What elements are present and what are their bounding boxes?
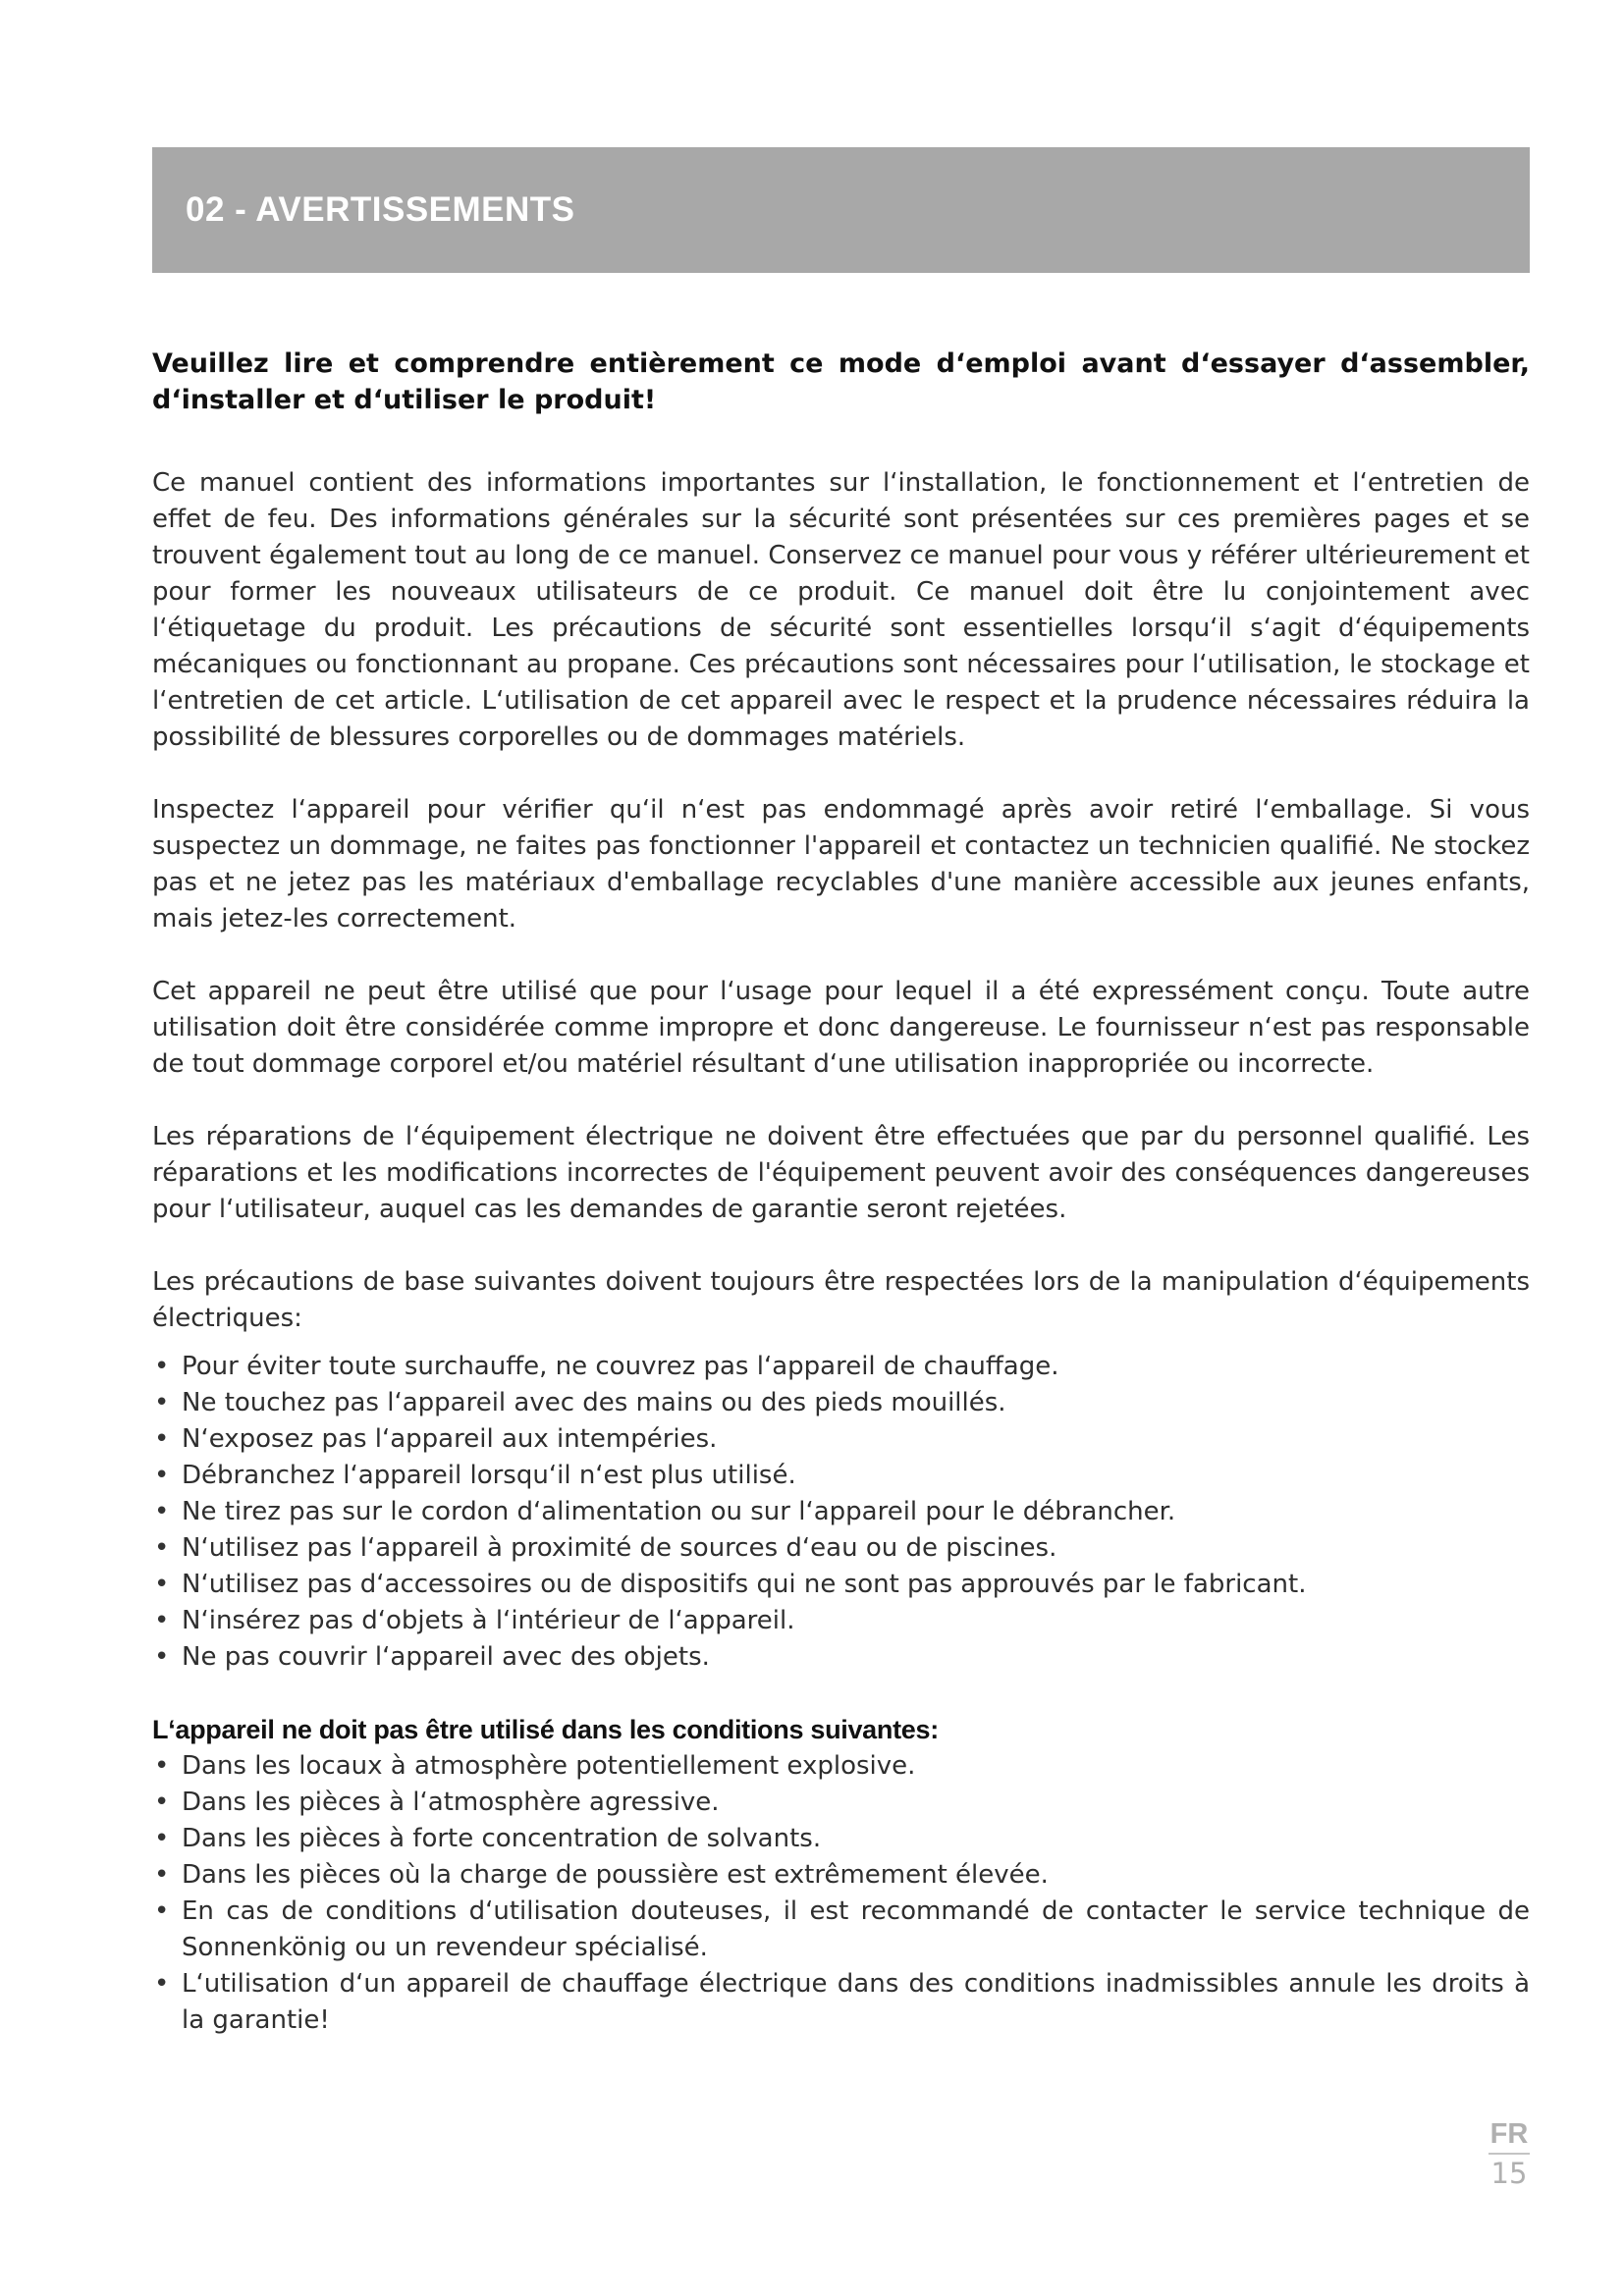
paragraph-inspection: Inspectez l‘appareil pour vérifier qu‘il n‘est pas endommagé après avoir retiré l‘emballage. Si vous suspectez un dommage, ne faites pas fonctionner l'appareil et contactez un technicien qualifié. Ne stockez pas et ne jetez pas les matériaux d'emballage recyclables d'une manière accessible aux jeunes enfants, mais jetez-les correctement. [152,795,1530,934]
list-item: • N‘utilisez pas d‘accessoires ou de dispositifs qui ne sont pas approuvés par le fabricant. [152,1567,1530,1603]
conditions-list [152,1748,1530,2039]
list-item: • N‘utilisez pas l‘appareil à proximité de sources d‘eau ou de piscines. [152,1530,1530,1567]
list-item: • N‘exposez pas l‘appareil aux intempéries. [152,1421,1530,1458]
paragraph-intended-use: Cet appareil ne peut être utilisé que pour l‘usage pour lequel il a été expressément conçu. Toute autre utilisation doit être considérée comme impropre et donc dangereuse. Le fournisseur n‘est pas responsable de tout dommage corporel et/ou matériel résultant d‘une utilisation inappropriée ou incorrecte. [152,977,1530,1079]
conditions-heading: L‘appareil ne doit pas être utilisé dans les conditions suivantes: [152,1715,939,1744]
list-item: • Dans les pièces où la charge de poussière est extrêmement élevée. [152,1857,1530,1894]
precautions-list [152,1349,1530,1676]
list-item: • En cas de conditions d‘utilisation douteuses, il est recommandé de contacter le service technique de Sonnenkönig ou un revendeur spécialisé. [152,1894,1530,1966]
list-item: • Ne tirez pas sur le cordon d‘alimentation ou sur l‘appareil pour le débrancher. [152,1494,1530,1530]
paragraph-manual-info: Ce manuel contient des informations importantes sur l‘installation, le fonctionnement et l‘entretien de effet de feu. Des informations générales sur la sécurité sont présentées sur ces premières pages et se trouvent également tout au long de ce manuel. Conservez ce manuel pour vous y référer ultérieurement et pour former les nouveaux utilisateurs de ce produit. Ce manuel doit être lu conjointement avec l‘étiquetage du produit. Les précautions de sécurité sont essentielles lorsqu‘il s‘agit d‘équipements mécaniques ou fonctionnant au propane. Ces précautions sont nécessaires pour l‘utilisation, le stockage et l‘entretien de cet article. L‘utilisation de cet appareil avec le respect et la prudence nécessaires réduira la possibilité de blessures corporelles ou de dommages matériels. [152,468,1530,752]
list-item: • N‘insérez pas d‘objets à l‘intérieur de l‘appareil. [152,1603,1530,1639]
list-item: • L‘utilisation d‘un appareil de chauffage électrique dans des conditions inadmissibles annule les droits à la garantie! [152,1966,1530,2039]
document-body [152,346,1530,2039]
list-item: • Débranchez l‘appareil lorsqu‘il n‘est plus utilisé. [152,1458,1530,1494]
section-title: 02 - AVERTISSEMENTS [186,190,575,229]
list-item: • Dans les pièces à l‘atmosphère agressive. [152,1785,1530,1821]
page-marker [1489,2118,1530,2190]
list-item: • Dans les locaux à atmosphère potentiellement explosive. [152,1748,1530,1785]
list-item: • Ne pas couvrir l‘appareil avec des objets. [152,1639,1530,1676]
paragraph-repairs: Les réparations de l‘équipement électrique ne doivent être effectuées que par du personnel qualifié. Les réparations et les modifications incorrectes de l'équipement peuvent avoir des conséquences dangereuses pour l‘utilisateur, auquel cas les demandes de garantie seront rejetées. [152,1122,1530,1224]
list-item: • Pour éviter toute surchauffe, ne couvrez pas l‘appareil de chauffage. [152,1349,1530,1385]
intro-warning: Veuillez lire et comprendre entièrement ce mode d‘emploi avant d‘essayer d‘assembler, d‘installer et d‘utiliser le produit! [152,348,1530,415]
language-code: FR [1489,2118,1529,2150]
page-number: 15 [1490,2157,1528,2190]
list-item: • Ne touchez pas l‘appareil avec des mains ou des pieds mouillés. [152,1385,1530,1421]
page-marker-divider [1489,2153,1530,2155]
section-header-band [152,147,1530,273]
paragraph-basic-precautions: Les précautions de base suivantes doivent toujours être respectées lors de la manipulation d‘équipements électriques: [152,1267,1530,1333]
list-item: • Dans les pièces à forte concentration de solvants. [152,1821,1530,1857]
